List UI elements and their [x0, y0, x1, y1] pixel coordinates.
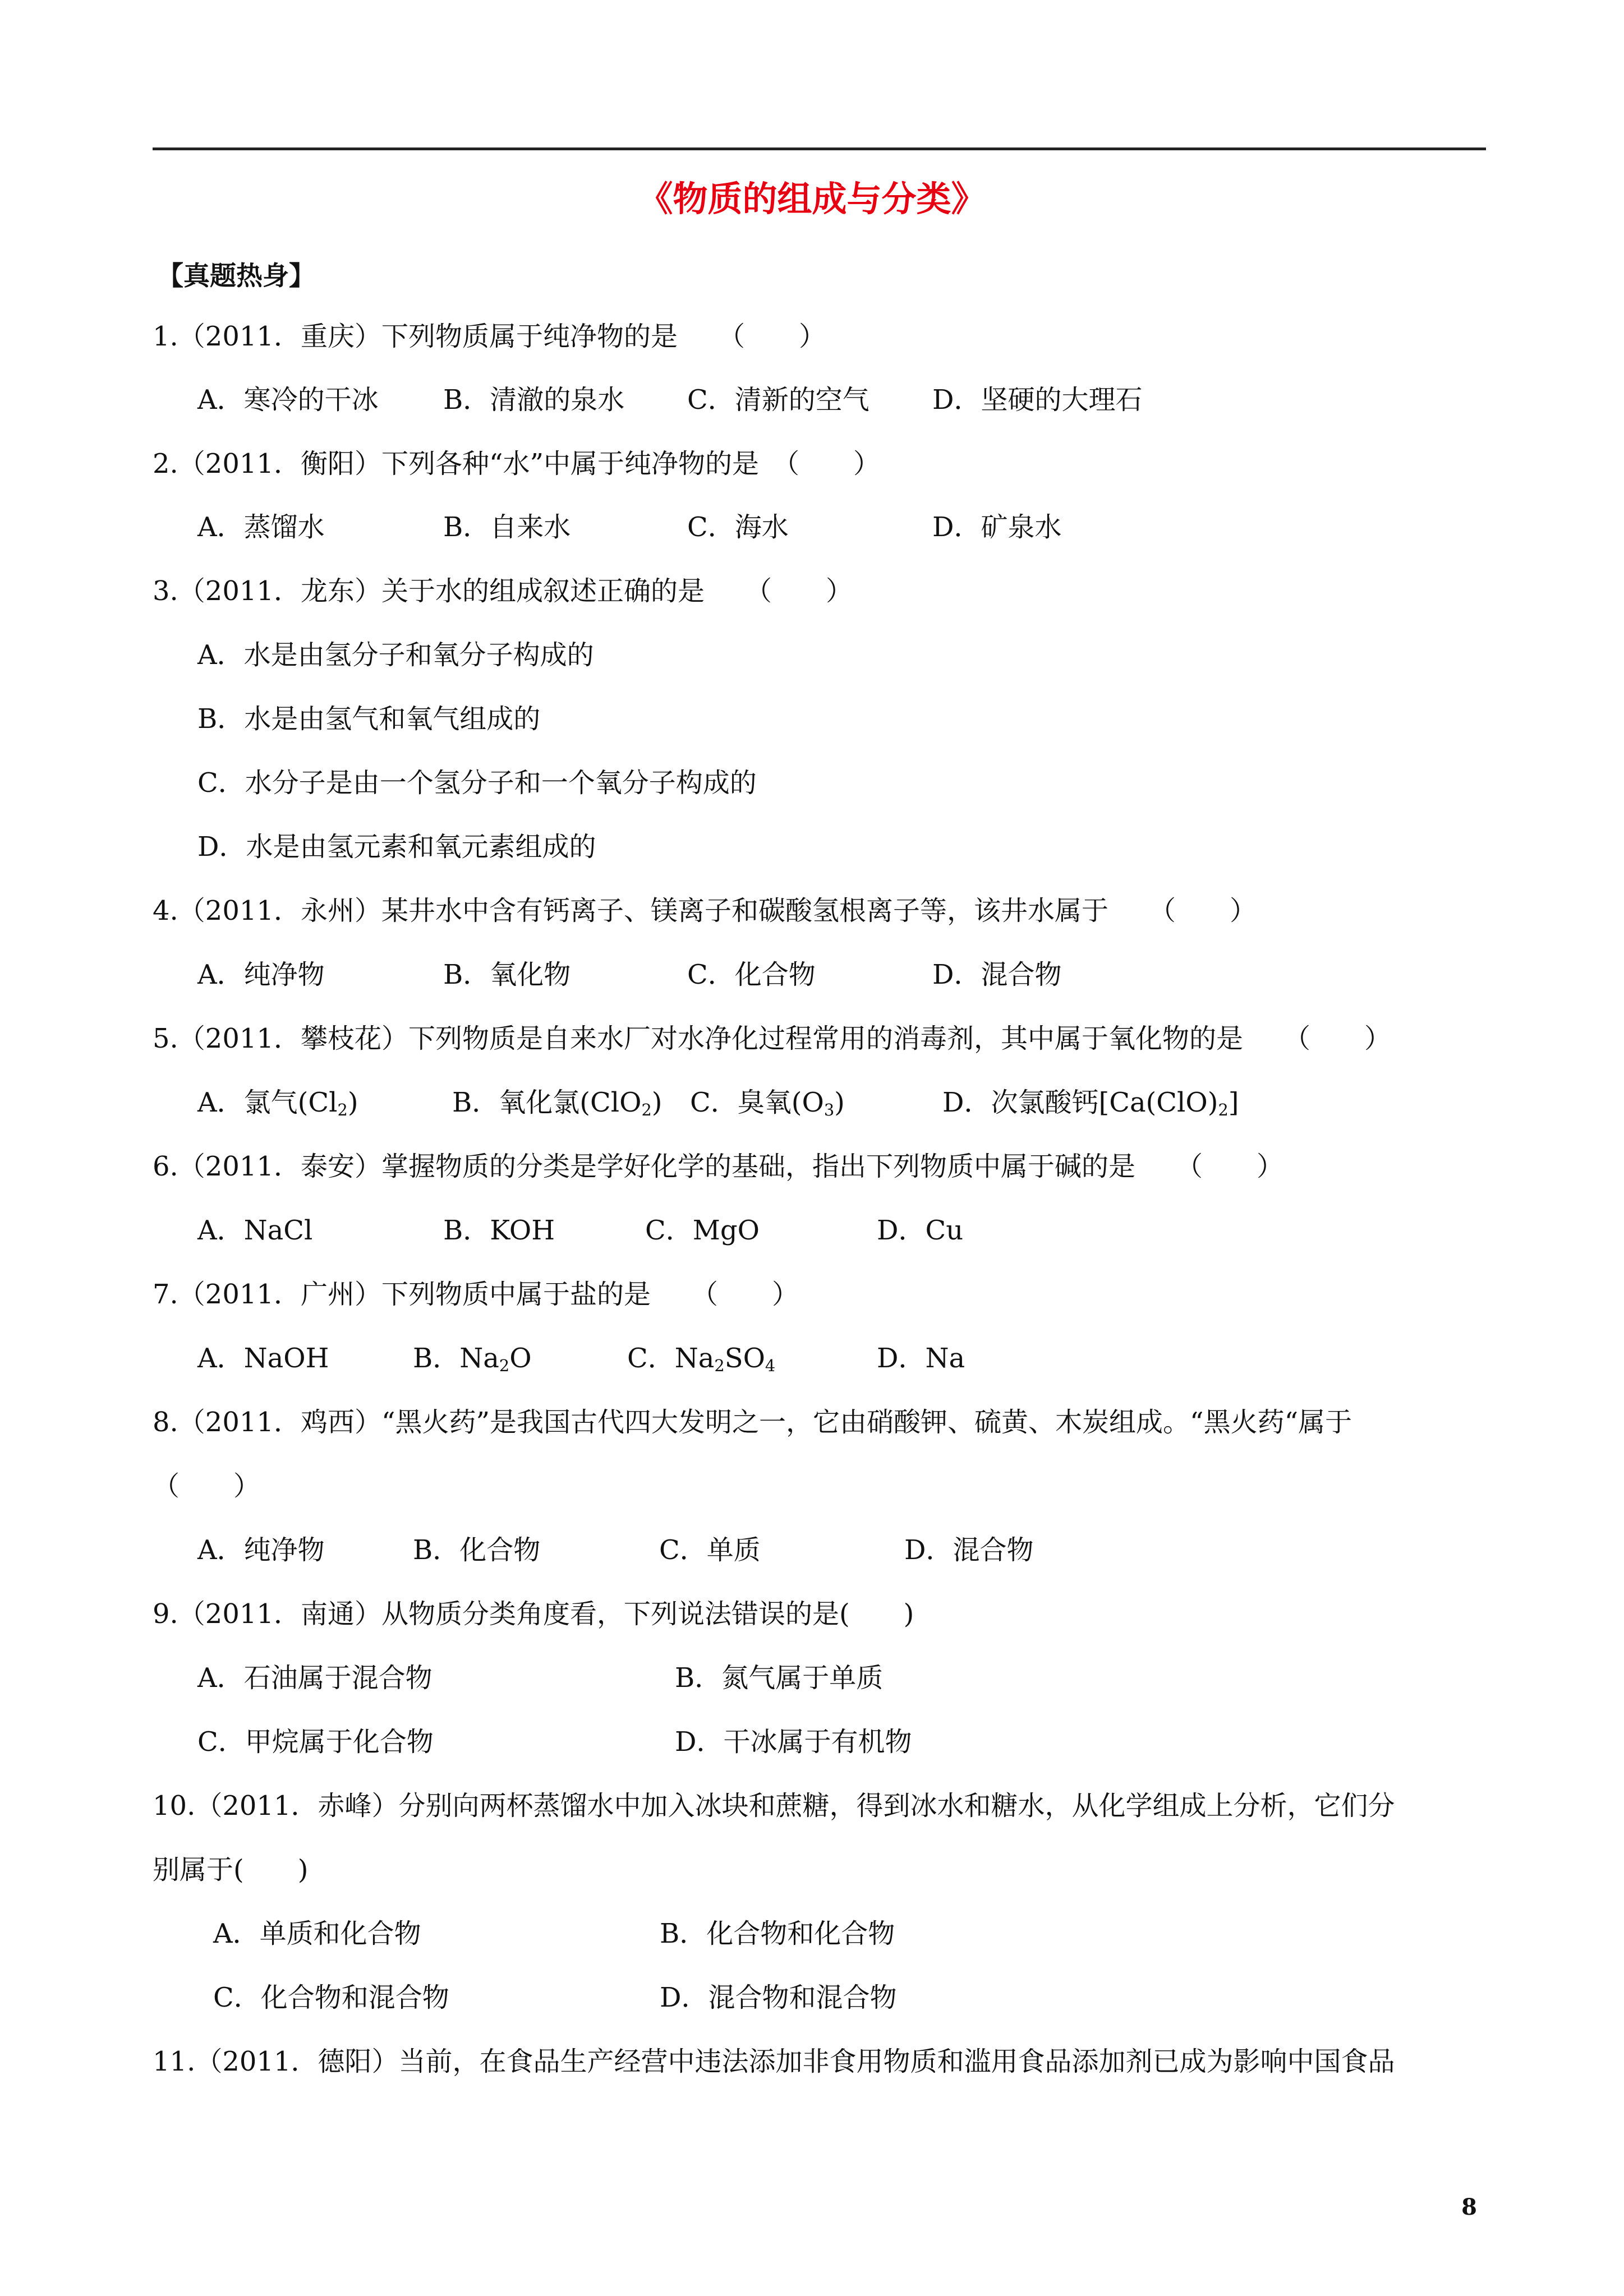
question-10-stem-continued: 别属于( )	[153, 1854, 309, 1885]
question-1-option-b: B．清澈的泉水	[443, 384, 625, 416]
question-7-stem: 7.（2011．广州）下列物质中属于盐的是 （ ）	[153, 1279, 799, 1310]
question-10-option-c: C．化合物和混合物	[213, 1982, 449, 2013]
question-9-option-a: A．石油属于混合物	[197, 1662, 433, 1694]
question-8-stem-continued: （ ）	[153, 1470, 261, 1502]
question-2-option-a: A．蒸馏水	[197, 511, 325, 543]
question-1-option-a: A．寒冷的干冰	[197, 384, 379, 416]
question-8-stem: 8.（2011．鸡西）“黑火药”是我国古代四大发明之一，它由硝酸钾、硫黄、木炭组成。“黑火药“属于	[153, 1407, 1352, 1438]
question-4-option-d: D．混合物	[932, 959, 1062, 990]
question-6-option-d: D．Cu	[877, 1215, 964, 1246]
question-3-option-b: B．水是由氢气和氧气组成的	[197, 703, 541, 735]
question-2-option-d: D．矿泉水	[932, 511, 1062, 543]
question-6-option-c: C．MgO	[645, 1215, 760, 1246]
page-title: 《物质的组成与分类》	[638, 178, 986, 219]
question-11-stem: 11.（2011．德阳）当前，在食品生产经营中违法添加非食用物质和滥用食品添加剂已成为影响中国食品	[153, 2046, 1395, 2077]
question-7-option-a: A．NaOH	[197, 1343, 329, 1374]
question-4-option-c: C．化合物	[687, 959, 816, 990]
question-6-option-b: B．KOH	[443, 1215, 555, 1246]
question-1-stem: 1.（2011．重庆）下列物质属于纯净物的是 （ ）	[153, 321, 826, 352]
question-5-stem: 5.（2011．攀枝花）下列物质是自来水厂对水净化过程常用的消毒剂，其中属于氧化物的是 （ ）	[153, 1023, 1391, 1054]
question-3-stem: 3.（2011．龙东）关于水的组成叙述正确的是 （ ）	[153, 575, 853, 607]
question-7-option-b: B．$Na_2O$	[413, 1343, 532, 1376]
question-9-option-c: C．甲烷属于化合物	[197, 1726, 434, 1758]
question-9-stem: 9.（2011．南通）从物质分类角度看，下列说法错误的是( )	[153, 1598, 914, 1630]
question-7-option-d: D．Na	[877, 1343, 965, 1374]
question-1-option-d: D．坚硬的大理石	[932, 384, 1143, 416]
question-3-option-d: D．水是由氢元素和氧元素组成的	[197, 831, 596, 863]
section-heading: 【真题热身】	[157, 261, 315, 292]
question-8-option-c: C．单质	[659, 1534, 761, 1566]
question-2-option-b: B．自来水	[443, 511, 571, 543]
question-10-stem: 10.（2011．赤峰）分别向两杯蒸馏水中加入冰块和蔗糖，得到冰水和糖水，从化学组成上分析，它们分	[153, 1790, 1395, 1822]
question-3-option-a: A．水是由氢分子和氧分子构成的	[197, 639, 594, 671]
question-9-option-d: D．干冰属于有机物	[675, 1726, 912, 1758]
question-10-option-b: B．化合物和化合物	[660, 1918, 895, 1949]
question-2-option-c: C．海水	[687, 511, 789, 543]
question-5-option-b: B．氧化氯(ClO$_2$)	[452, 1087, 663, 1120]
question-4-option-b: B．氧化物	[443, 959, 571, 990]
question-4-option-a: A．纯净物	[197, 959, 325, 990]
page-number: 8	[1461, 2194, 1477, 2220]
question-1-option-c: C．清新的空气	[687, 384, 869, 416]
question-6-stem: 6.（2011．泰安）掌握物质的分类是学好化学的基础，指出下列物质中属于碱的是 （ ）	[153, 1151, 1283, 1182]
question-4-stem: 4.（2011．永州）某井水中含有钙离子、镁离子和碳酸氢根离子等，该井水属于 （ ）	[153, 895, 1257, 926]
header-rule	[153, 147, 1486, 150]
question-7-option-c: C．$Na_2SO_4$	[627, 1343, 776, 1376]
question-10-option-a: A．单质和化合物	[213, 1918, 421, 1949]
question-8-option-d: D．混合物	[904, 1534, 1034, 1566]
question-2-stem: 2.（2011．衡阳）下列各种“水”中属于纯净物的是 （ ）	[153, 448, 881, 480]
question-5-option-c: C．臭氧$(O_3)$	[690, 1087, 845, 1120]
question-9-option-b: B．氮气属于单质	[675, 1662, 884, 1694]
question-8-option-a: A．纯净物	[197, 1534, 325, 1566]
question-3-option-c: C．水分子是由一个氢分子和一个氧分子构成的	[197, 767, 757, 799]
question-5-option-a: A．氯气$(Cl_2)$	[197, 1087, 358, 1120]
question-8-option-b: B．化合物	[413, 1534, 541, 1566]
question-10-option-d: D．混合物和混合物	[660, 1982, 897, 2013]
question-5-option-d: D．次氯酸钙$[Ca(ClO)_2]$	[942, 1087, 1239, 1120]
question-6-option-a: A．NaCl	[197, 1215, 313, 1246]
